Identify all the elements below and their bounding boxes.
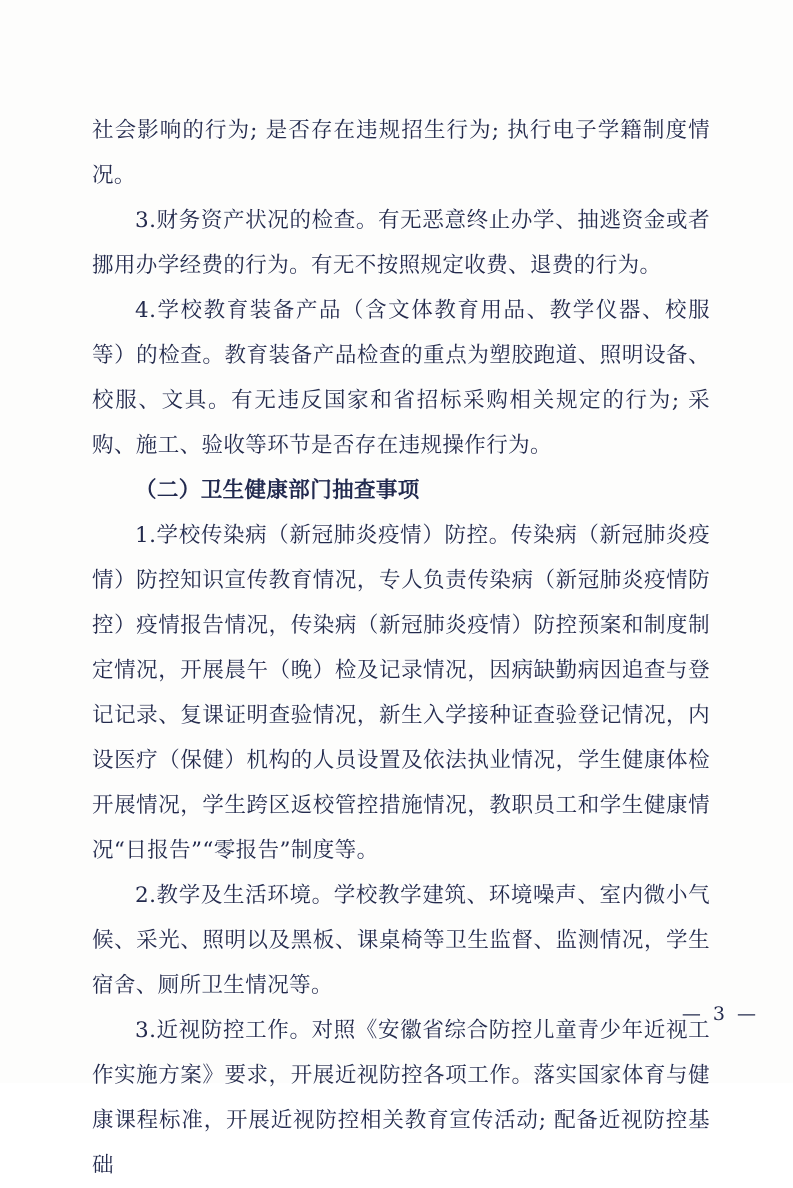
paragraph-p7: 3.近视防控工作。对照《安徽省综合防控儿童青少年近视工作实施方案》要求，开展近视防控各项工作。落实国家体育与健康课程标准，开展近视防控相关教育宣传活动; 配备近视防控基础: [92, 1018, 710, 1178]
page-number: — 3 —: [681, 1003, 759, 1025]
paragraph-p5: 1.学校传染病（新冠肺炎疫情）防控。传染病（新冠肺炎疫情）防控知识宣传教育情况，专人负责传染病（新冠肺炎疫情防控）疫情报告情况，传染病（新冠肺炎疫情）防控预案和制度制定情况，开展晨午（晚）检及记录情况，因病缺勤病因追查与登记记录、复课证明查验情况，新生入学接种证查验登记情况，内设医疗（保健）机构的人员设置及依法执业情况，学生健康体检开展情况，学生跨区返校管控措施情况，教职员工和学生健康情况“日报告”“零报告”制度等。: [92, 523, 710, 863]
section-heading-health-department: （二）卫生健康部门抽查事项: [135, 478, 420, 503]
paragraph-p6: 2.教学及生活环境。学校教学建筑、环境噪声、室内微小气候、采光、照明以及黑板、课桌椅等卫生监督、监测情况，学生宿舍、厕所卫生情况等。: [92, 883, 710, 998]
paragraph-p1: 社会影响的行为; 是否存在违规招生行为; 执行电子学籍制度情况。: [92, 118, 710, 188]
paragraph-p3: 4.学校教育装备产品（含文体教育用品、教学仪器、校服等）的检查。教育装备产品检查的重点为塑胶跑道、照明设备、校服、文具。有无违反国家和省招标采购相关规定的行为; 采购、施工、验收等环节是否存在违规操作行为。: [92, 298, 710, 458]
document-body: [92, 108, 710, 1188]
paragraph-p2: 3.财务资产状况的检查。有无恶意终止办学、抽逃资金或者挪用办学经费的行为。有无不按照规定收费、退费的行为。: [92, 208, 710, 278]
